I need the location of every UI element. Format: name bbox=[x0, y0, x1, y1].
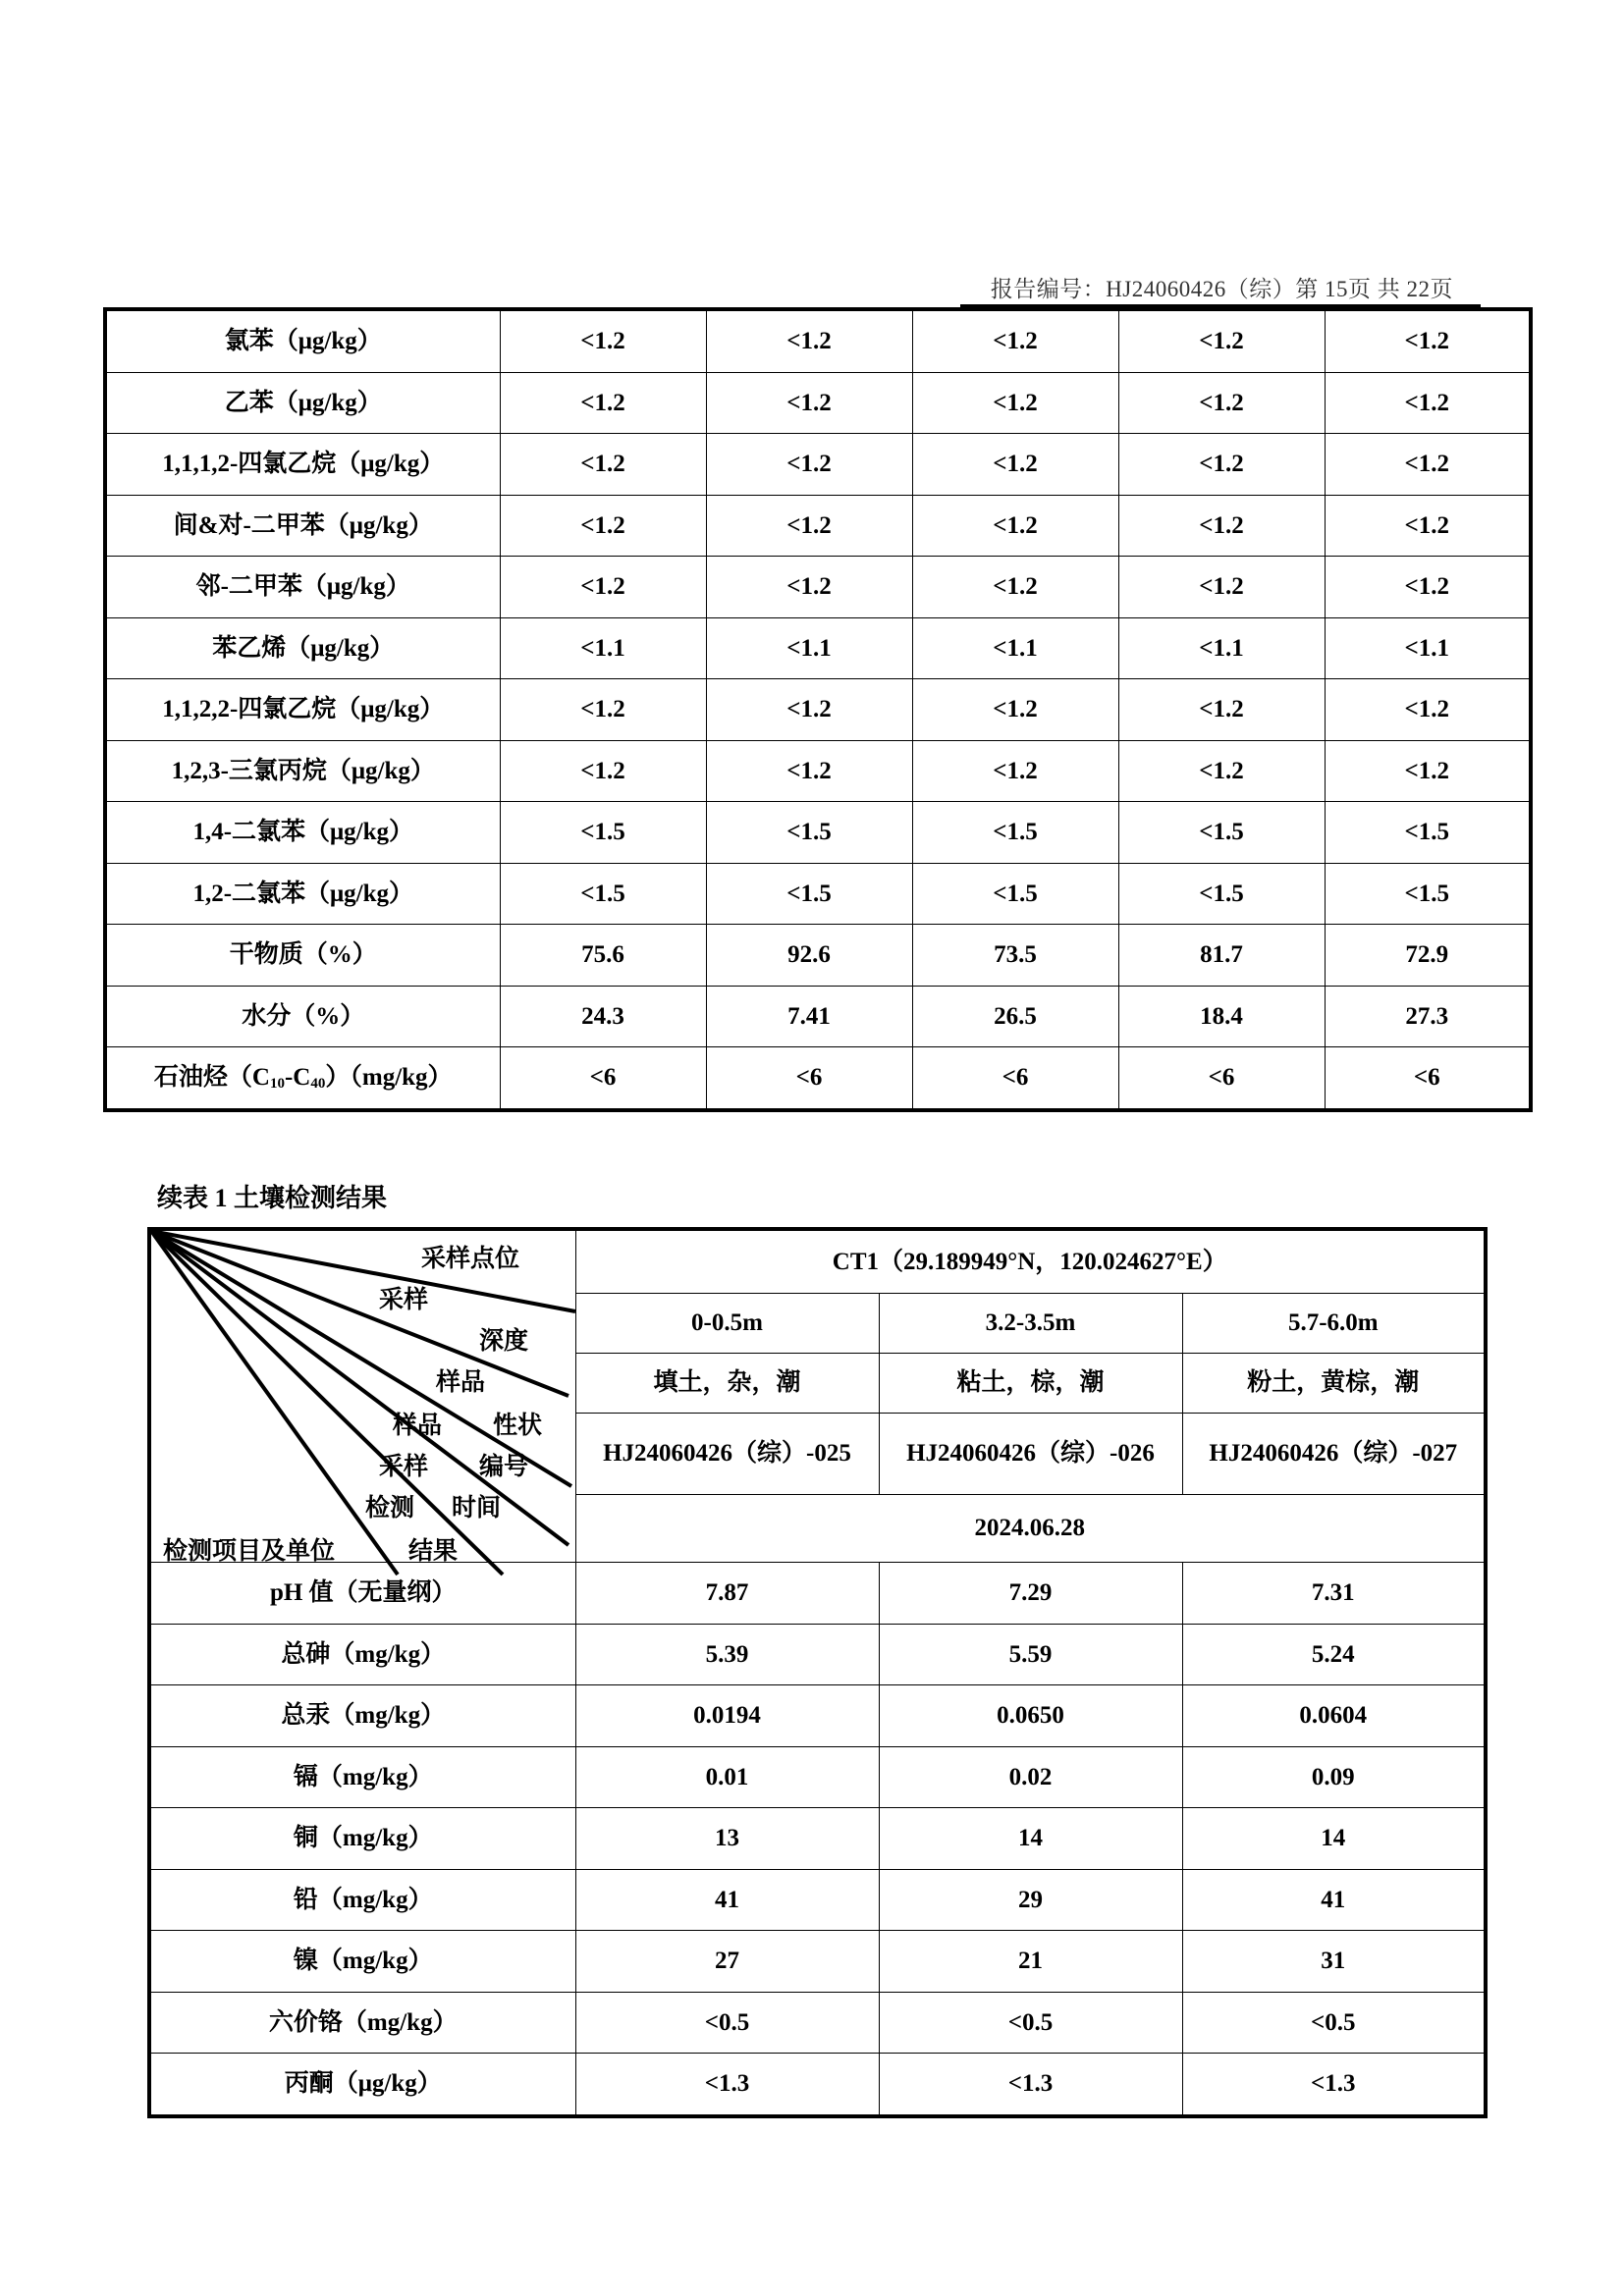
result-value: 27.3 bbox=[1325, 986, 1531, 1047]
result-value: <1.2 bbox=[1118, 495, 1325, 557]
result-value: <1.2 bbox=[706, 740, 912, 802]
table-row bbox=[105, 434, 1531, 496]
item-name: 1,1,2,2-四氯乙烷（μg/kg） bbox=[105, 679, 500, 741]
result-value: <1.5 bbox=[1118, 863, 1325, 925]
item-name-part: 10 bbox=[269, 1075, 285, 1092]
result-value: <1.2 bbox=[500, 679, 706, 741]
table-row bbox=[105, 309, 1531, 372]
result-value: 5.59 bbox=[879, 1624, 1182, 1685]
result-value: <1.2 bbox=[1325, 309, 1531, 372]
label-sampling: 采样 bbox=[379, 1285, 429, 1313]
item-name: 间&对-二甲苯（μg/kg） bbox=[105, 495, 500, 557]
item-name: 镉（mg/kg） bbox=[149, 1746, 575, 1808]
soil-results-table bbox=[147, 1227, 1488, 2118]
sample-id: HJ24060426（综）-027 bbox=[1182, 1414, 1486, 1495]
test-date: 2024.06.28 bbox=[575, 1495, 1486, 1563]
result-value: <1.2 bbox=[706, 679, 912, 741]
diagonal-line bbox=[151, 1231, 398, 1575]
result-value: <6 bbox=[706, 1047, 912, 1110]
result-value: 0.0650 bbox=[879, 1685, 1182, 1747]
label-number: 编号 bbox=[479, 1452, 529, 1480]
result-value: <1.2 bbox=[912, 309, 1118, 372]
table-row bbox=[105, 802, 1531, 864]
result-value: <1.5 bbox=[912, 863, 1118, 925]
result-value: <1.5 bbox=[1325, 863, 1531, 925]
result-value: 24.3 bbox=[500, 986, 706, 1047]
result-value: 41 bbox=[1182, 1869, 1486, 1931]
sample-property: 填土，杂，潮 bbox=[575, 1354, 879, 1414]
result-value: <1.2 bbox=[912, 740, 1118, 802]
item-name-part: ）（mg/kg） bbox=[325, 1063, 453, 1091]
diagonal-line bbox=[151, 1231, 503, 1575]
table-row bbox=[105, 679, 1531, 741]
label-test: 检测 bbox=[365, 1493, 415, 1522]
result-value: <1.5 bbox=[500, 863, 706, 925]
item-name-part: -C bbox=[284, 1063, 311, 1091]
table-row bbox=[105, 372, 1531, 434]
sample-id: HJ24060426（综）-026 bbox=[879, 1414, 1182, 1495]
result-value: <1.5 bbox=[706, 802, 912, 864]
result-value: <1.2 bbox=[500, 309, 706, 372]
item-name: 1,1,1,2-四氯乙烷（μg/kg） bbox=[105, 434, 500, 496]
table-row bbox=[149, 1808, 1486, 1870]
result-value: <1.2 bbox=[500, 495, 706, 557]
sample-property: 粉土，黄棕，潮 bbox=[1182, 1354, 1486, 1414]
item-name: 干物质（%） bbox=[105, 925, 500, 987]
result-value: 7.31 bbox=[1182, 1563, 1486, 1625]
table-row bbox=[105, 617, 1531, 679]
label-sampling-2: 采样 bbox=[379, 1452, 429, 1480]
table-row bbox=[149, 1869, 1486, 1931]
result-value: <1.2 bbox=[912, 434, 1118, 496]
result-value: 72.9 bbox=[1325, 925, 1531, 987]
result-value: 7.87 bbox=[575, 1563, 879, 1625]
table-row bbox=[105, 557, 1531, 618]
result-value: <1.3 bbox=[1182, 2054, 1486, 2116]
item-name: 总汞（mg/kg） bbox=[149, 1685, 575, 1747]
item-name: 水分（%） bbox=[105, 986, 500, 1047]
result-value: <1.2 bbox=[500, 557, 706, 618]
result-value: <1.1 bbox=[1118, 617, 1325, 679]
result-value: <1.2 bbox=[706, 309, 912, 372]
result-value: <1.2 bbox=[1325, 557, 1531, 618]
table-row bbox=[149, 1746, 1486, 1808]
result-value: <1.2 bbox=[912, 495, 1118, 557]
table-row bbox=[105, 1047, 1531, 1110]
table-row bbox=[105, 495, 1531, 557]
result-value: <1.2 bbox=[912, 372, 1118, 434]
label-time: 时间 bbox=[452, 1493, 502, 1522]
item-name: pH 值（无量纲） bbox=[149, 1563, 575, 1625]
result-value: <1.2 bbox=[1325, 372, 1531, 434]
result-value: 29 bbox=[879, 1869, 1182, 1931]
label-sample: 样品 bbox=[436, 1367, 486, 1396]
result-value: <1.2 bbox=[706, 372, 912, 434]
result-value: 5.39 bbox=[575, 1624, 879, 1685]
result-value: <1.2 bbox=[912, 679, 1118, 741]
result-value: <6 bbox=[1325, 1047, 1531, 1110]
result-value: <6 bbox=[500, 1047, 706, 1110]
item-name-part: 40 bbox=[310, 1075, 326, 1092]
item-name: 1,2-二氯苯（μg/kg） bbox=[105, 863, 500, 925]
result-value: 21 bbox=[879, 1931, 1182, 1993]
result-value: 18.4 bbox=[1118, 986, 1325, 1047]
result-value: 14 bbox=[1182, 1808, 1486, 1870]
result-value: <0.5 bbox=[1182, 1992, 1486, 2054]
item-name: 总砷（mg/kg） bbox=[149, 1624, 575, 1685]
result-value: <1.2 bbox=[1118, 309, 1325, 372]
depth-value: 3.2-3.5m bbox=[879, 1294, 1182, 1354]
table-row bbox=[149, 1992, 1486, 2054]
result-value: 0.0604 bbox=[1182, 1685, 1486, 1747]
result-value: 0.09 bbox=[1182, 1746, 1486, 1808]
result-value: 73.5 bbox=[912, 925, 1118, 987]
label-depth: 深度 bbox=[479, 1326, 529, 1355]
item-name: 乙苯（μg/kg） bbox=[105, 372, 500, 434]
item-name: 铅（mg/kg） bbox=[149, 1869, 575, 1931]
result-value: 7.29 bbox=[879, 1563, 1182, 1625]
result-value: <1.2 bbox=[1118, 434, 1325, 496]
label-sample-2: 样品 bbox=[393, 1411, 443, 1439]
report-number-header: 报告编号：HJ24060426（综）第 15页 共 22页 bbox=[990, 277, 1453, 301]
result-value: <1.2 bbox=[1118, 557, 1325, 618]
diagonal-header-cell bbox=[149, 1229, 575, 1563]
label-property: 性状 bbox=[493, 1411, 543, 1439]
table-row bbox=[105, 863, 1531, 925]
item-name: 邻-二甲苯（μg/kg） bbox=[105, 557, 500, 618]
result-value: 7.41 bbox=[706, 986, 912, 1047]
result-value: <1.1 bbox=[706, 617, 912, 679]
item-name: 1,2,3-三氯丙烷（μg/kg） bbox=[105, 740, 500, 802]
sampling-site-value: CT1（29.189949°N，120.024627°E） bbox=[575, 1229, 1486, 1294]
table-caption: 续表 1 土壤检测结果 bbox=[157, 1184, 388, 1212]
result-value: <1.2 bbox=[1325, 495, 1531, 557]
result-value: 92.6 bbox=[706, 925, 912, 987]
result-value: <1.2 bbox=[1325, 679, 1531, 741]
result-value: 31 bbox=[1182, 1931, 1486, 1993]
item-name: 丙酮（μg/kg） bbox=[149, 2054, 575, 2116]
item-name-part: 石油烃（C bbox=[153, 1063, 270, 1091]
result-value: <1.5 bbox=[1118, 802, 1325, 864]
result-value: <1.2 bbox=[500, 434, 706, 496]
result-value: <6 bbox=[1118, 1047, 1325, 1110]
result-value: <1.2 bbox=[706, 495, 912, 557]
result-value: 41 bbox=[575, 1869, 879, 1931]
result-value: 0.02 bbox=[879, 1746, 1182, 1808]
result-value: <1.5 bbox=[706, 863, 912, 925]
result-value: 75.6 bbox=[500, 925, 706, 987]
result-value: <1.3 bbox=[575, 2054, 879, 2116]
item-name: 苯乙烯（μg/kg） bbox=[105, 617, 500, 679]
result-value: <1.2 bbox=[706, 434, 912, 496]
table-row bbox=[149, 1685, 1486, 1747]
result-value: 0.0194 bbox=[575, 1685, 879, 1747]
result-value: <1.2 bbox=[500, 740, 706, 802]
table-row bbox=[105, 925, 1531, 987]
label-item-unit: 检测项目及单位 bbox=[163, 1536, 336, 1565]
label-result: 结果 bbox=[408, 1536, 459, 1565]
result-value: <1.1 bbox=[1325, 617, 1531, 679]
result-value: <0.5 bbox=[575, 1992, 879, 2054]
item-name: 1,4-二氯苯（μg/kg） bbox=[105, 802, 500, 864]
depth-value: 5.7-6.0m bbox=[1182, 1294, 1486, 1354]
diagonal-lines bbox=[151, 1231, 577, 1577]
result-value: <1.2 bbox=[1118, 372, 1325, 434]
result-value: <1.2 bbox=[1325, 740, 1531, 802]
result-value: <1.5 bbox=[912, 802, 1118, 864]
item-name: 六价铬（mg/kg） bbox=[149, 1992, 575, 2054]
result-value: 14 bbox=[879, 1808, 1182, 1870]
table-row bbox=[105, 740, 1531, 802]
diagonal-line bbox=[151, 1231, 568, 1545]
result-value: <1.3 bbox=[879, 2054, 1182, 2116]
result-value: <1.2 bbox=[1118, 740, 1325, 802]
result-value: <1.5 bbox=[1325, 802, 1531, 864]
table-row bbox=[105, 986, 1531, 1047]
result-value: <1.1 bbox=[500, 617, 706, 679]
result-value: <0.5 bbox=[879, 1992, 1182, 2054]
sample-id: HJ24060426（综）-025 bbox=[575, 1414, 879, 1495]
result-value: <1.2 bbox=[500, 372, 706, 434]
item-name: 铜（mg/kg） bbox=[149, 1808, 575, 1870]
result-value: <1.1 bbox=[912, 617, 1118, 679]
result-value: <1.2 bbox=[1325, 434, 1531, 496]
result-value: <1.2 bbox=[1118, 679, 1325, 741]
result-value: <1.2 bbox=[912, 557, 1118, 618]
result-value: 81.7 bbox=[1118, 925, 1325, 987]
result-value: <1.2 bbox=[706, 557, 912, 618]
result-value: <1.5 bbox=[500, 802, 706, 864]
item-name: 镍（mg/kg） bbox=[149, 1931, 575, 1993]
table-row bbox=[149, 1931, 1486, 1993]
result-value: 26.5 bbox=[912, 986, 1118, 1047]
result-value: 27 bbox=[575, 1931, 879, 1993]
depth-value: 0-0.5m bbox=[575, 1294, 879, 1354]
results-table-continued bbox=[103, 307, 1533, 1112]
result-value: <6 bbox=[912, 1047, 1118, 1110]
result-value: 5.24 bbox=[1182, 1624, 1486, 1685]
item-name bbox=[105, 1047, 500, 1110]
label-sampling-site: 采样点位 bbox=[421, 1244, 520, 1272]
table-row bbox=[149, 2054, 1486, 2116]
table-row bbox=[149, 1624, 1486, 1685]
result-value: 0.01 bbox=[575, 1746, 879, 1808]
item-name: 氯苯（μg/kg） bbox=[105, 309, 500, 372]
result-value: 13 bbox=[575, 1808, 879, 1870]
sample-property: 粘土，棕，潮 bbox=[879, 1354, 1182, 1414]
